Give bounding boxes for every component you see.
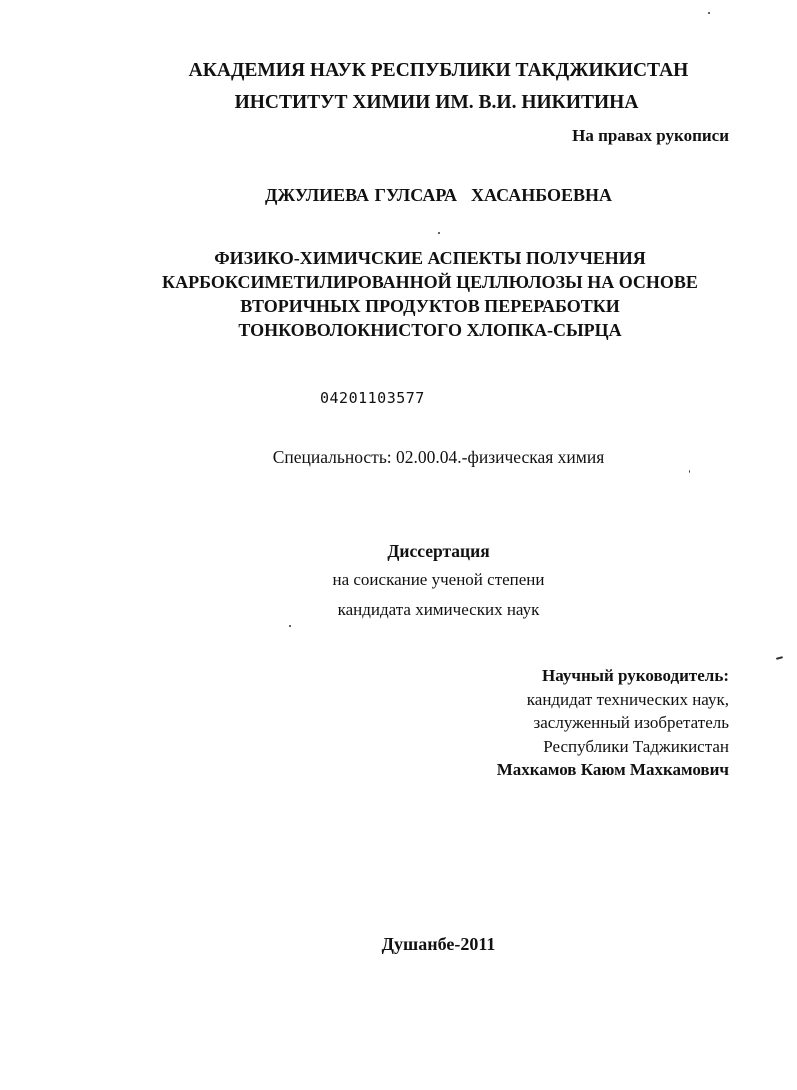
scan-speck — [776, 656, 783, 660]
supervisor-title-1: заслуженный изобретатель — [533, 713, 729, 732]
supervisor-block — [497, 664, 729, 782]
title-line: КАРБОКСИМЕТИЛИРОВАННОЙ ЦЕЛЛЮЛОЗЫ НА ОСНОВЕ — [162, 272, 698, 292]
title-line: ТОНКОВОЛОКНИСТОГО ХЛОПКА-СЫРЦА — [238, 320, 622, 340]
rights-note: На правах рукописи — [572, 126, 729, 145]
supervisor-degree: кандидат технических наук, — [526, 689, 729, 709]
supervisor-title-2: Республики Таджикистан — [543, 736, 729, 756]
registration-code: 04201103577 — [320, 389, 425, 407]
supervisor-name: Махкамов Каюм Махкамович — [496, 760, 729, 779]
dissertation-title — [60, 246, 797, 342]
scan-speck — [689, 470, 690, 473]
supervisor-heading: Научный руководитель: — [542, 666, 729, 685]
scan-speck — [289, 625, 291, 627]
title-line: ВТОРИЧНЫХ ПРОДУКТОВ ПЕРЕРАБОТКИ — [240, 296, 620, 316]
organization-line-1: АКАДЕМИЯ НАУК РЕСПУБЛИКИ ТАКДЖИКИСТАН — [188, 60, 689, 81]
city-year: Душанбе-2011 — [381, 934, 496, 954]
author-name — [40, 185, 797, 206]
organization-line-2: ИНСТИТУТ ХИМИИ ИМ. В.И. НИКИТИНА — [234, 92, 639, 113]
author-surname-name: ДЖУЛИЕВА ГУЛСАРА — [264, 185, 458, 205]
dissertation-degree-line-2: кандидата химических наук — [337, 600, 540, 619]
scan-speck — [708, 12, 710, 14]
dissertation-degree-line-1: на соискание ученой степени — [332, 570, 545, 589]
scan-speck — [438, 232, 440, 234]
specialty: Специальность: 02.00.04.-физическая химия — [272, 447, 605, 467]
author-patronymic: ХАСАНБОЕВНА — [471, 185, 613, 205]
title-line: ФИЗИКО-ХИМИЧСКИЕ АСПЕКТЫ ПОЛУЧЕНИЯ — [214, 248, 646, 268]
dissertation-heading: Диссертация — [387, 541, 490, 561]
